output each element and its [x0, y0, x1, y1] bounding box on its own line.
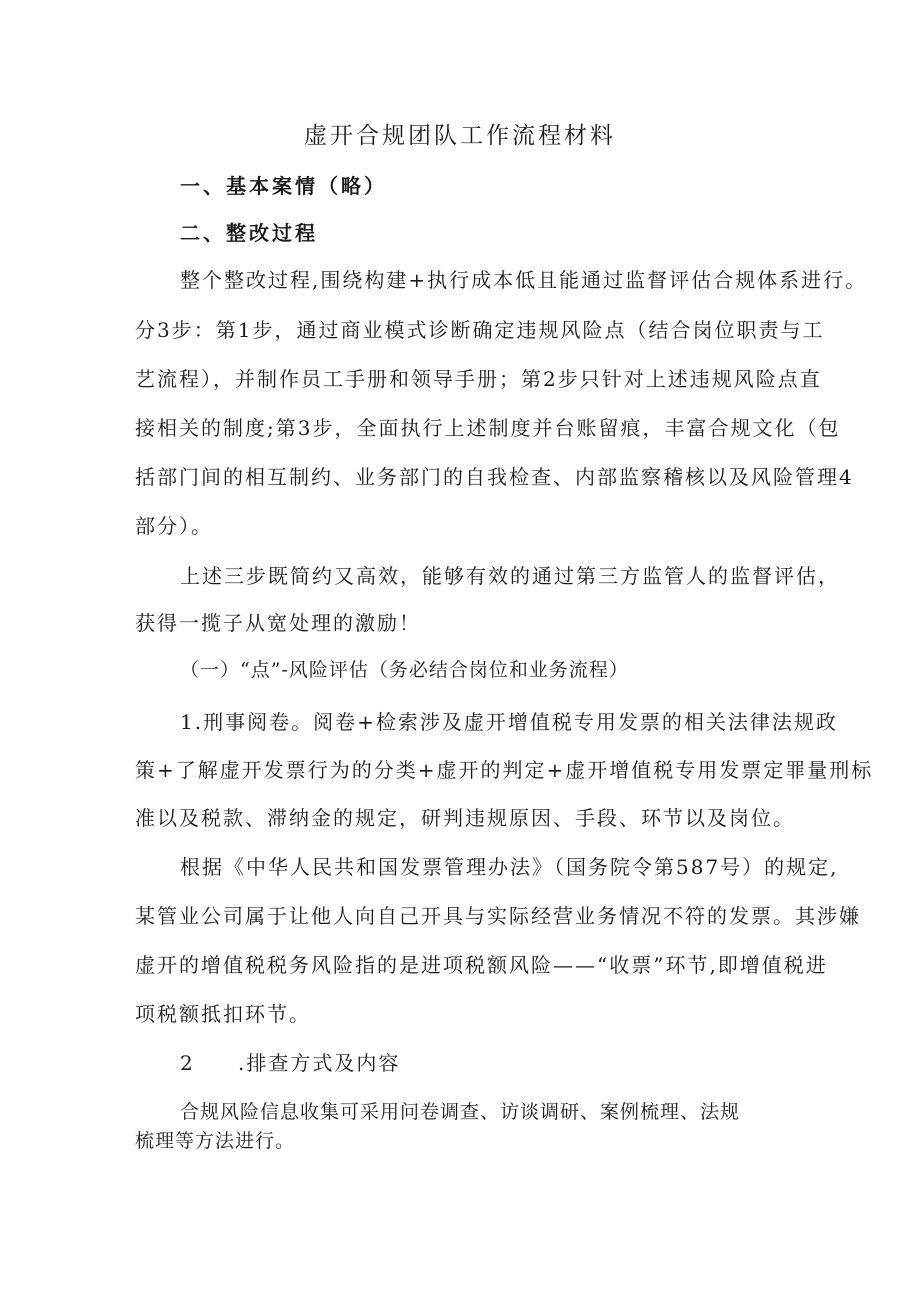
subheading-number: 2 — [180, 1051, 195, 1075]
paragraph-line: 某管业公司属于让他人向自己开具与实际经营业务情况不符的发票。其涉嫌 — [135, 904, 861, 928]
paragraph-line: 1.刑事阅卷。阅卷+检索涉及虚开增值税专用发票的相关法律法规政 — [180, 710, 838, 734]
section-heading-case: 一、基本案情（略） — [180, 174, 387, 198]
paragraph-line: 接相关的制度;第3步，全面执行上述制度并台账留痕，丰富合规文化（包 — [135, 416, 841, 440]
subheading-risk-assessment: （一）“点”-风险评估（务必结合岗位和业务流程） — [180, 659, 629, 681]
paragraph-line: 括部门间的相互制约、业务部门的自我检查、内部监察稽核以及风险管理4 — [135, 465, 854, 489]
section-heading-rectification: 二、整改过程 — [180, 221, 318, 245]
paragraph-line: 获得一揽子从宽处理的激励！ — [135, 611, 421, 635]
paragraph-line: 项税额抵扣环节。 — [135, 1002, 311, 1026]
paragraph-line: 梳理等方法进行。 — [135, 1130, 296, 1152]
paragraph-line: 部分）。 — [135, 514, 213, 538]
paragraph-line: 上述三步既简约又高效，能够有效的通过第三方监管人的监督评估， — [180, 564, 840, 588]
paragraph-line: 合规风险信息收集可采用问卷调查、访谈调研、案例梳理、法规 — [180, 1101, 741, 1123]
document-title: 虚开合规团队工作流程材料 — [304, 123, 616, 149]
paragraph-line: 准以及税款、滞纳金的规定，研判违规原因、手段、环节以及岗位。 — [135, 806, 795, 830]
paragraph-line: 策+了解虚开发票行为的分类+虚开的判定+虚开增值税专用发票定罪量刑标 — [135, 758, 874, 782]
paragraph-line: 分3步：第1步，通过商业模式诊断确定违规风险点（结合岗位职责与工 — [135, 318, 825, 342]
paragraph-line: 整个整改过程,围绕构建+执行成本低且能通过监督评估合规体系进行。 — [180, 268, 868, 292]
paragraph-line: 根据《中华人民共和国发票管理办法》（国务院令第587号）的规定, — [180, 855, 839, 879]
paragraph-line: 虚开的增值税税务风险指的是进项税额风险——“收票”环节,即增值税进 — [135, 953, 828, 977]
subheading-screening-methods: .排查方式及内容 — [238, 1051, 401, 1075]
paragraph-line: 艺流程），并制作员工手册和领导手册；第2步只针对上述违规风险点直 — [135, 367, 822, 391]
